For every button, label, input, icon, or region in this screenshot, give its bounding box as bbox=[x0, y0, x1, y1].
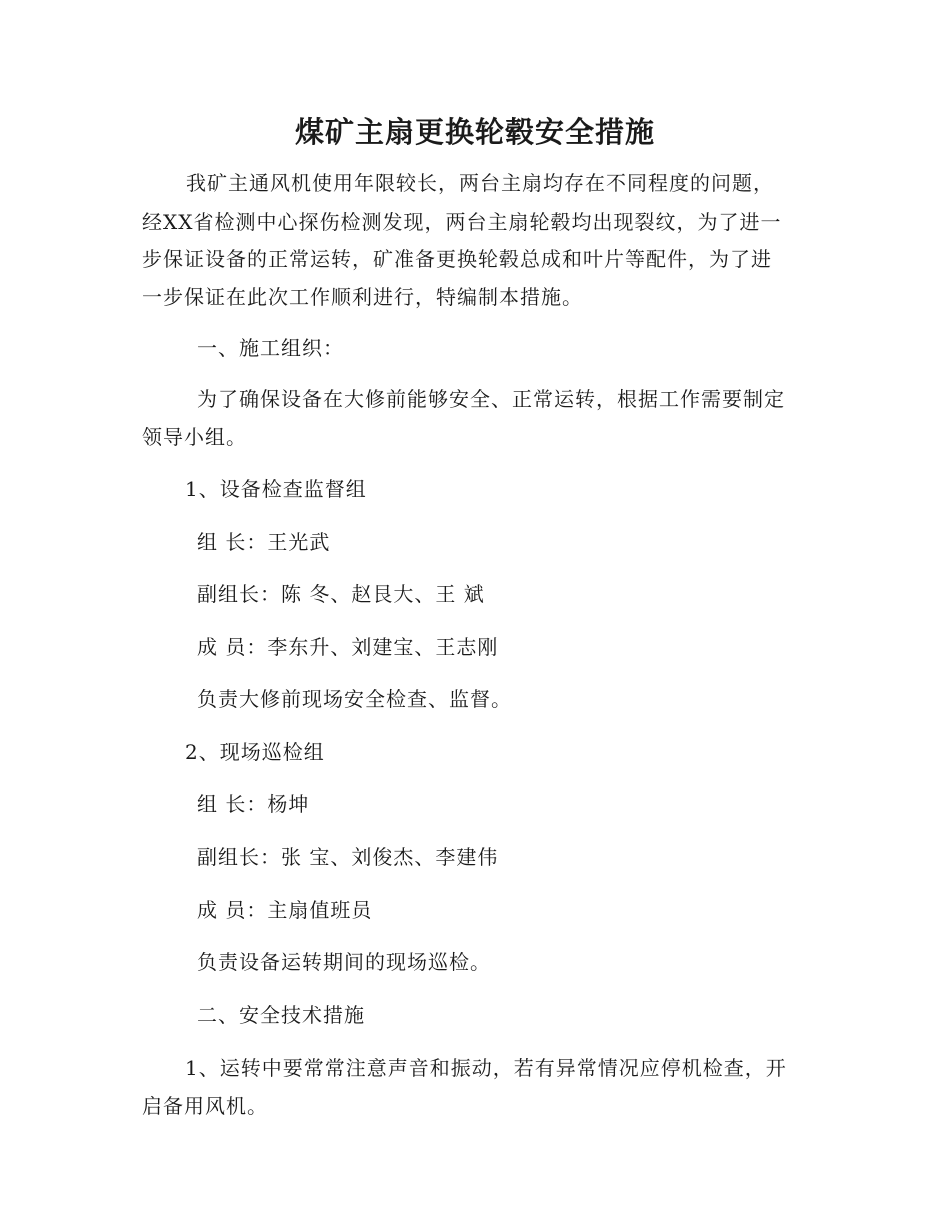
intro-line-2: 经XX省检测中心探伤检测发现，两台主扇轮毂均出现裂纹，为了进一 bbox=[142, 210, 782, 234]
section1-body-line-1: 为了确保设备在大修前能够安全、正常运转，根据工作需要制定 bbox=[197, 387, 785, 411]
section2-heading: 二、安全技术措施 bbox=[197, 1003, 365, 1027]
intro-line-4: 一步保证在此次工作顺利进行，特编制本措施。 bbox=[142, 285, 583, 309]
group1-deputy: 副组长：陈 冬、赵艮大、王 斌 bbox=[197, 582, 485, 606]
group2-deputy: 副组长：张 宝、刘俊杰、李建伟 bbox=[197, 845, 499, 869]
intro-line-1: 我矿主通风机使用年限较长，两台主扇均存在不同程度的问题， bbox=[186, 171, 774, 195]
group1-leader: 组 长：王光武 bbox=[197, 530, 331, 554]
group1-heading: 1、设备检查监督组 bbox=[185, 477, 367, 501]
group2-heading: 2、现场巡检组 bbox=[185, 740, 325, 764]
group2-duty: 负责设备运转期间的现场巡检。 bbox=[197, 950, 491, 974]
section2-item1-line-2: 启备用风机。 bbox=[142, 1094, 268, 1118]
document-title: 煤矿主扇更换轮毂安全措施 bbox=[294, 115, 655, 149]
section1-body-line-2: 领导小组。 bbox=[142, 425, 247, 449]
group2-members: 成 员：主扇值班员 bbox=[197, 898, 373, 922]
group2-leader: 组 长：杨坤 bbox=[197, 792, 310, 816]
group1-duty: 负责大修前现场安全检查、监督。 bbox=[197, 687, 512, 711]
intro-line-3: 步保证设备的正常运转，矿准备更换轮毂总成和叶片等配件，为了进 bbox=[142, 247, 772, 271]
section1-heading: 一、施工组织： bbox=[197, 336, 344, 360]
section2-item1-line-1: 1、运转中要常常注意声音和振动，若有异常情况应停机检查，开 bbox=[185, 1056, 787, 1080]
group1-members: 成 员：李东升、刘建宝、王志刚 bbox=[197, 635, 499, 659]
